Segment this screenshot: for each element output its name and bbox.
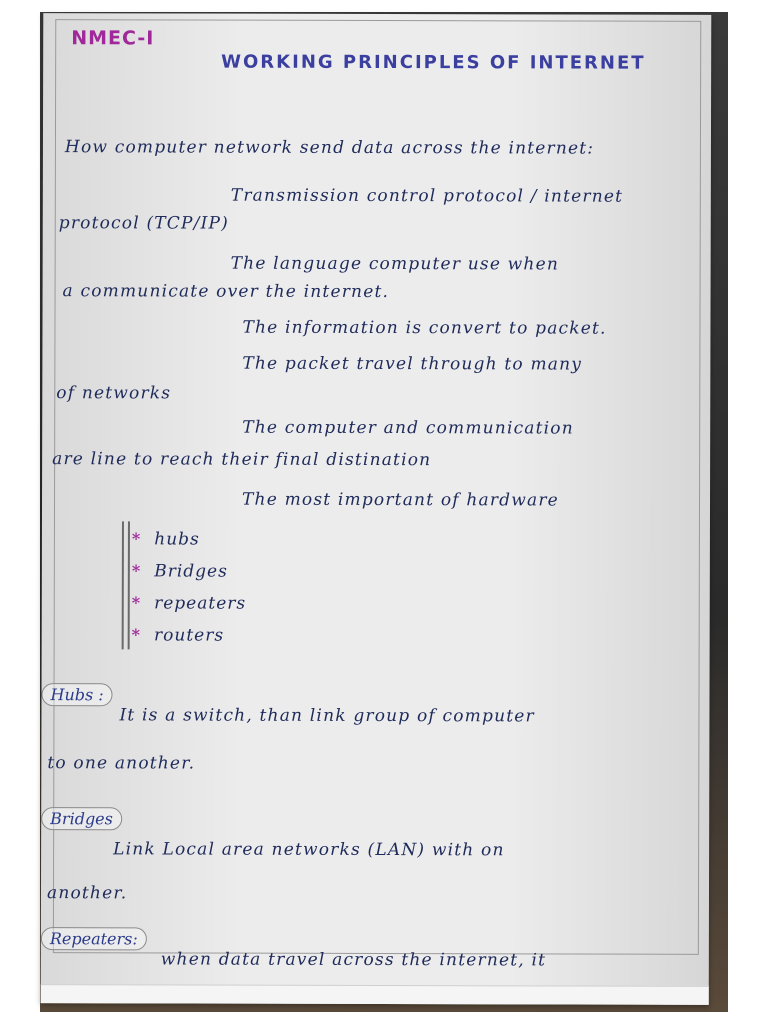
body-line: How computer network send data across the internet: <box>64 137 595 159</box>
list-item <box>132 561 228 581</box>
notebook-page <box>41 13 712 1005</box>
section-heading-repeaters: Repeaters: <box>41 927 147 950</box>
star-bullet-icon: * <box>131 625 141 645</box>
body-line: The information is convert to packet. <box>242 317 607 339</box>
list-item-label: hubs <box>154 529 200 550</box>
star-bullet-icon: * <box>131 561 141 581</box>
body-line: The most important of hardware <box>241 489 559 511</box>
bridges-line: Link Local area networks (LAN) with on <box>113 839 505 861</box>
body-line: of networks <box>56 383 172 404</box>
bridges-line: another. <box>46 883 128 904</box>
page-border <box>53 19 701 955</box>
list-item <box>132 529 200 549</box>
star-bullet-icon: * <box>131 593 141 613</box>
hubs-line: It is a switch, than link group of computer <box>119 705 535 727</box>
body-line: Transmission control protocol / internet <box>230 185 624 207</box>
list-item-label: repeaters <box>154 593 247 614</box>
body-line: The language computer use when <box>230 253 560 275</box>
section-heading-hubs: Hubs : <box>41 683 112 706</box>
list-item-label: Bridges <box>154 561 228 582</box>
page-bottom-edge <box>41 984 709 1005</box>
hubs-line: to one another. <box>47 753 196 774</box>
body-line: The computer and communication <box>242 417 574 439</box>
page-title: WORKING PRINCIPLES OF INTERNET <box>221 51 646 74</box>
star-bullet-icon: * <box>131 529 141 549</box>
body-line: a communicate over the internet. <box>62 281 390 303</box>
title-course-code: NMEC-I <box>71 27 155 50</box>
section-heading-bridges: Bridges <box>41 807 122 830</box>
list-item <box>132 593 246 613</box>
body-line: are line to reach their final distination <box>52 449 432 471</box>
repeaters-line: when data travel across the internet, it <box>160 949 547 971</box>
list-item <box>132 625 224 645</box>
list-item-label: routers <box>154 625 225 646</box>
body-line: protocol (TCP/IP) <box>58 213 230 234</box>
body-line: The packet travel through to many <box>242 353 583 375</box>
list-margin-rule <box>122 521 124 649</box>
